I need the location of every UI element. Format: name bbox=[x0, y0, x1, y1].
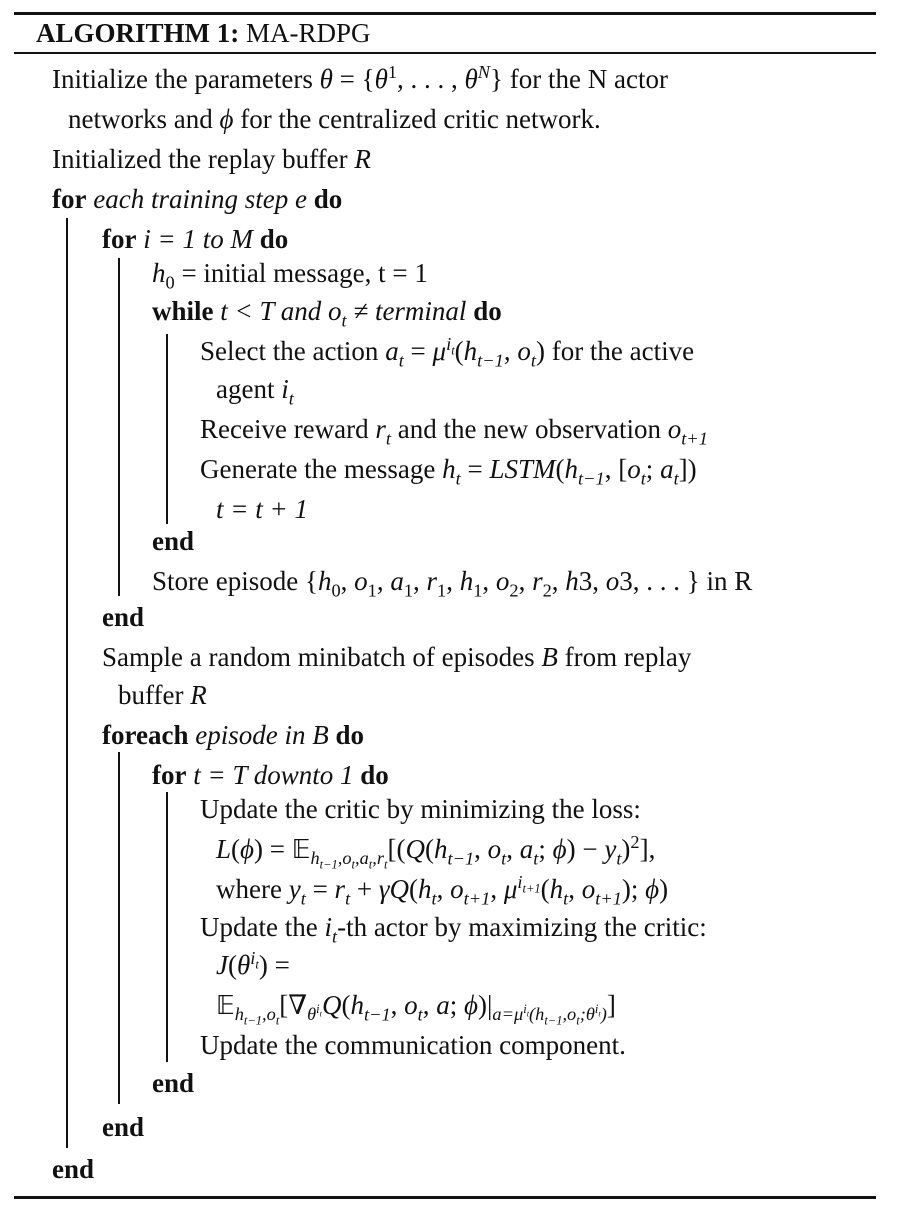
keyword-end: end bbox=[102, 1112, 145, 1142]
keyword-do: do bbox=[259, 224, 289, 254]
store-text: Store episode bbox=[152, 566, 299, 596]
line-while: while t < T and $o_t$ ≠ terminal do bbox=[152, 296, 502, 331]
while-condition-2: ≠ terminal bbox=[353, 296, 467, 326]
sample-text-1: Sample a random minibatch of episodes bbox=[102, 642, 535, 672]
line-generate-message: Generate the message $h_t$ = $LSTM(h_{t-1}$, [$o_t$; $a_t$]) bbox=[200, 454, 697, 489]
time-condition: t = T downto 1 bbox=[193, 760, 354, 790]
line-end-while bbox=[152, 528, 194, 555]
keyword-end: end bbox=[152, 526, 195, 556]
line-update-actor: Update the $i_t-th$ actor by maximizing the critic: bbox=[200, 912, 707, 947]
line-init-message: $h_0$ = initial message, t = 1 bbox=[152, 258, 428, 293]
line-for-agent bbox=[102, 226, 288, 253]
generate-text: Generate the message bbox=[200, 454, 436, 484]
line-receive-reward: Receive reward $r_t$ and the new observation $o_{t+1}$ bbox=[200, 414, 708, 449]
sample-text-2: from replay bbox=[564, 642, 692, 672]
line-init-params-cont: networks and ϕ for the centralized critic network. bbox=[68, 104, 601, 134]
increment-text: t = t + 1 bbox=[216, 494, 308, 524]
keyword-do: do bbox=[473, 296, 502, 326]
keyword-end: end bbox=[152, 1068, 195, 1098]
receive-mid-text: and the new observation bbox=[397, 414, 661, 444]
keyword-for: for bbox=[52, 184, 87, 214]
update-critic-text: Update the critic by minimizing the loss: bbox=[200, 794, 641, 824]
line-loss-formula: $L(\phi) = 𝔼_{h_{t-1},o_t,a_t,r_t}[(Q(h_{t-1}$, $o_t$, $a_t$; $\phi) - y_t)^2$], bbox=[216, 832, 656, 873]
sample-text-3: buffer bbox=[118, 680, 184, 710]
line-init-buffer: Initialized the replay buffer R bbox=[52, 144, 371, 174]
line-sample-cont: buffer R bbox=[118, 680, 207, 710]
keyword-do: do bbox=[313, 184, 343, 214]
line-end-training-loop bbox=[52, 1156, 94, 1183]
line-select-action: Select the action $a_t = \mu^{i_t}(h_{t-1}$, $o_t$) for the active bbox=[200, 334, 695, 371]
receive-text: Receive reward bbox=[200, 414, 369, 444]
line-sample: Sample a random minibatch of episodes B from replay bbox=[102, 642, 692, 672]
line-init-params: Initialize the parameters $\theta = \{\theta^1$, . . . , $\theta^N$} for the N actor bbox=[52, 62, 668, 94]
step-condition: each training step e bbox=[93, 184, 307, 214]
block-bar-time-loop bbox=[166, 792, 168, 1062]
block-bar-agent-loop bbox=[118, 258, 120, 596]
init-buffer-text: Initialized the replay buffer bbox=[52, 144, 348, 174]
update-actor-tail: -th actor by maximizing the critic: bbox=[337, 912, 707, 942]
line-update-comm bbox=[200, 1032, 626, 1059]
block-bar-episode-loop bbox=[118, 752, 120, 1104]
block-bar-training-loop bbox=[66, 218, 68, 1148]
line-end-time-loop bbox=[152, 1070, 194, 1097]
line-end-episode-loop bbox=[102, 1114, 144, 1141]
select-action-tail: for the active bbox=[551, 336, 695, 366]
line-select-action-cont: agent $i_t$ bbox=[216, 374, 294, 409]
select-action-text: Select the action bbox=[200, 336, 379, 366]
keyword-for: for bbox=[102, 224, 137, 254]
line-objective: $J(\theta^{i_t})$ = bbox=[216, 948, 290, 980]
algorithm-title bbox=[36, 18, 371, 49]
keyword-do: do bbox=[360, 760, 389, 790]
init-params-text-1: for the N actor bbox=[509, 64, 668, 94]
agent-text: agent bbox=[216, 374, 275, 404]
line-gradient-formula: $𝔼_{h_{t-1},o_t}[\nabla_{\theta^{i_t}}Q(h_{t-1}$, $o_t$, a; $\phi)|_{a=\mu^{i_t}(h_{t-1},o_t;\theta^{i_t})}$] bbox=[216, 990, 616, 1029]
while-condition-1: t < T and bbox=[220, 296, 322, 326]
line-end-agent-loop bbox=[102, 604, 144, 631]
algorithm-name: MA-RDPG bbox=[246, 18, 371, 48]
title-rule bbox=[14, 52, 876, 54]
update-actor-text: Update the bbox=[200, 912, 318, 942]
top-rule bbox=[14, 12, 876, 15]
keyword-foreach: foreach bbox=[102, 720, 189, 750]
keyword-for: for bbox=[152, 760, 187, 790]
init-message-text: = initial message, t = 1 bbox=[181, 258, 428, 288]
init-params-text-2: for the centralized critic network. bbox=[240, 104, 601, 134]
line-target-formula: where $y_t = r_t + \gamma Q(h_t$, $o_{t+1}$, $\mu^{i_{t+1}}(h_t$, $o_{t+1}$); ϕ) bbox=[216, 872, 669, 909]
line-store-episode: Store episode {$h_0$, $o_1$, $a_1$, $r_1$, $h_1$, $o_2$, $r_2$, h3, o3, . . . } in R bbox=[152, 566, 753, 601]
keyword-while: while bbox=[152, 296, 214, 326]
block-bar-while-loop bbox=[166, 334, 168, 524]
bottom-rule bbox=[14, 1196, 876, 1199]
episode-condition: episode in B bbox=[195, 720, 329, 750]
where-text: where bbox=[216, 874, 282, 904]
line-for-time bbox=[152, 762, 389, 789]
algorithm-label: ALGORITHM 1: bbox=[36, 18, 240, 48]
in-r-text: in R bbox=[706, 566, 753, 596]
line-increment bbox=[216, 496, 308, 523]
agent-condition: i = 1 to M bbox=[143, 224, 253, 254]
keyword-end: end bbox=[52, 1154, 95, 1184]
keyword-end: end bbox=[102, 602, 145, 632]
line-foreach bbox=[102, 722, 364, 749]
update-comm-text: Update the communication component. bbox=[200, 1030, 626, 1060]
line-for-training-step bbox=[52, 186, 342, 213]
line-update-critic bbox=[200, 796, 641, 823]
keyword-do: do bbox=[335, 720, 364, 750]
